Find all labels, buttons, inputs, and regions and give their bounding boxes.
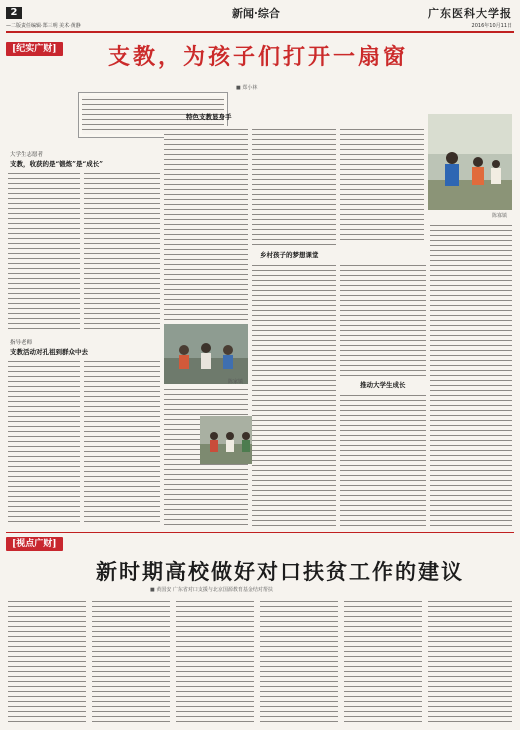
article-body-text bbox=[252, 126, 336, 246]
masthead-rule bbox=[6, 31, 514, 33]
bottom-story-headline: 新时期高校做好对口扶贫工作的建议 bbox=[96, 559, 464, 584]
article-body-text bbox=[344, 598, 422, 726]
article-body-text bbox=[252, 262, 336, 526]
top-story-byline: ■ 郑小林 bbox=[236, 85, 258, 91]
article-body-text bbox=[8, 358, 80, 526]
bottom-story-tag: [视点广财] bbox=[6, 537, 63, 551]
article-body-text bbox=[84, 170, 160, 332]
paper-name: 广东医科大学报 bbox=[428, 7, 512, 20]
article-body-text bbox=[260, 598, 338, 726]
sub-article-title: 乡村孩子的梦想课堂 bbox=[260, 251, 319, 259]
article-body-text bbox=[8, 598, 86, 726]
bottom-story-byline: ■ 黄国安 广东省对口支援与北京国源教育基金结对帮扶 bbox=[150, 587, 273, 593]
issue-date: 2016年10月11日 bbox=[471, 23, 512, 29]
sub-article-kicker: 大学生志愿者 bbox=[10, 152, 44, 158]
article-body-text bbox=[340, 392, 426, 526]
news-photo bbox=[428, 114, 512, 210]
article-body-text bbox=[340, 262, 426, 376]
sub-article-title: 支教，收获的是“锻炼”是“成长” bbox=[10, 160, 103, 168]
section-divider bbox=[6, 532, 514, 533]
article-body-text bbox=[428, 598, 512, 726]
photo-classroom-image bbox=[164, 324, 248, 384]
top-story-tag: [纪实广财] bbox=[6, 42, 63, 56]
editor-line: —二版责任编辑·郑三明 美术·黄静 bbox=[6, 23, 81, 29]
article-body-text bbox=[92, 598, 170, 726]
article-body-text bbox=[340, 126, 424, 244]
top-story-headline: 支教，为孩子们打开一扇窗 bbox=[108, 44, 409, 70]
article-body-text bbox=[430, 222, 512, 526]
article-body-text bbox=[164, 126, 248, 322]
sub-article-kicker: 指导老师 bbox=[10, 340, 33, 346]
article-body-text bbox=[176, 598, 254, 726]
sub-article-title: 特色支教显身手 bbox=[186, 113, 232, 121]
section-title: 新闻·综合 bbox=[232, 7, 280, 20]
masthead bbox=[0, 0, 520, 36]
sub-article-title: 推动大学生成长 bbox=[360, 381, 406, 389]
sub-article-title: 支教活动对孔祖到群众中去 bbox=[10, 348, 88, 356]
photo-caption: 陈家镇 bbox=[228, 379, 244, 385]
article-body-text bbox=[84, 358, 160, 526]
news-photo bbox=[164, 324, 248, 384]
page-number: 2 bbox=[6, 7, 22, 19]
article-body-text bbox=[8, 170, 80, 332]
photo-children-image bbox=[428, 114, 512, 210]
photo-caption: 陈寡镇 bbox=[492, 213, 508, 219]
